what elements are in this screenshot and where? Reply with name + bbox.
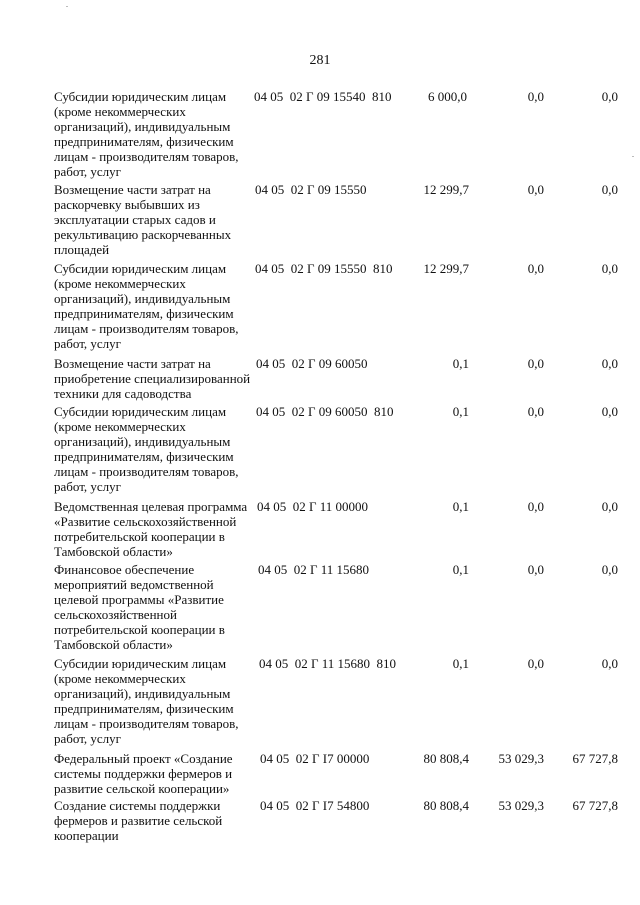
row-value-3: 0,0: [601, 182, 618, 197]
row-value-2: 53 029,3: [498, 751, 544, 766]
row-code: 04 05 02 Г 11 00000: [257, 499, 369, 514]
row-value-3: 0,0: [601, 89, 618, 104]
row-value-3: 67 727,8: [572, 798, 618, 813]
row-value-1: 0,1: [452, 499, 469, 514]
row-code: 04 05 02 Г 09 15540 810: [254, 89, 392, 104]
row-code: 04 05 02 Г 11 15680: [258, 562, 370, 577]
row-code: 04 05 02 Г I7 54800: [260, 798, 370, 813]
row-description: Субсидии юридическим лицам (кроме некоммерческих организаций), индивидуальным предпринимателям, физическим лицам - производителям товаров, работ, услуг: [54, 656, 239, 746]
row-value-2: 0,0: [527, 499, 544, 514]
row-description: Финансовое обеспечение мероприятий ведомственной целевой программы «Развитие сельскохозяйственной потребительской кооперации в Тамбовской области»: [54, 562, 225, 652]
row-code: 04 05 02 Г 09 15550: [255, 182, 367, 197]
scan-speck: [632, 156, 634, 157]
row-value-2: 0,0: [527, 356, 544, 371]
row-value-1: 12 299,7: [423, 261, 469, 276]
row-value-2: 0,0: [527, 404, 544, 419]
row-description: Субсидии юридическим лицам (кроме некоммерческих организаций), индивидуальным предпринимателям, физическим лицам - производителям товаров, работ, услуг: [54, 261, 239, 351]
row-description: Возмещение части затрат на раскорчевку выбывших из эксплуатации старых садов и рекультивацию раскорчеванных площадей: [54, 182, 232, 257]
row-code: 04 05 02 Г 09 60050: [256, 356, 368, 371]
row-value-3: 0,0: [601, 261, 618, 276]
row-description: Субсидии юридическим лицам (кроме некоммерческих организаций), индивидуальным предпринимателям, физическим лицам - производителям товаров, работ, услуг: [54, 89, 239, 179]
row-value-3: 0,0: [601, 656, 618, 671]
row-description: Создание системы поддержки фермеров и развитие сельской кооперации: [54, 798, 223, 843]
row-code: 04 05 02 Г 09 60050 810: [256, 404, 394, 419]
row-value-3: 0,0: [601, 499, 618, 514]
row-value-3: 0,0: [601, 356, 618, 371]
row-description: Субсидии юридическим лицам (кроме некоммерческих организаций), индивидуальным предпринимателям, физическим лицам - производителям товаров, работ, услуг: [54, 404, 239, 494]
row-value-1: 0,1: [452, 562, 469, 577]
row-value-3: 67 727,8: [572, 751, 618, 766]
row-value-2: 0,0: [527, 261, 544, 276]
row-value-1: 0,1: [452, 656, 469, 671]
row-description: Возмещение части затрат на приобретение специализированной техники для садоводства: [54, 356, 251, 401]
row-value-1: 12 299,7: [423, 182, 469, 197]
row-value-1: 0,1: [452, 404, 469, 419]
row-value-1: 6 000,0: [428, 89, 467, 104]
row-code: 04 05 02 Г 09 15550 810: [255, 261, 393, 276]
row-description: Федеральный проект «Создание системы поддержки фермеров и развитие сельской кооперации»: [54, 751, 233, 796]
scan-speck: [66, 6, 68, 7]
row-value-1: 0,1: [452, 356, 469, 371]
row-value-1: 80 808,4: [423, 751, 469, 766]
row-code: 04 05 02 Г I7 00000: [260, 751, 370, 766]
row-value-2: 0,0: [527, 89, 544, 104]
row-description: Ведомственная целевая программа «Развитие сельскохозяйственной потребительской кооперации в Тамбовской области»: [54, 499, 248, 559]
row-value-2: 0,0: [527, 656, 544, 671]
row-value-2: 0,0: [527, 182, 544, 197]
row-value-2: 53 029,3: [498, 798, 544, 813]
row-value-1: 80 808,4: [423, 798, 469, 813]
page-number: 281: [309, 53, 331, 68]
row-code: 04 05 02 Г 11 15680 810: [259, 656, 397, 671]
row-value-3: 0,0: [601, 562, 618, 577]
row-value-2: 0,0: [527, 562, 544, 577]
row-value-3: 0,0: [601, 404, 618, 419]
